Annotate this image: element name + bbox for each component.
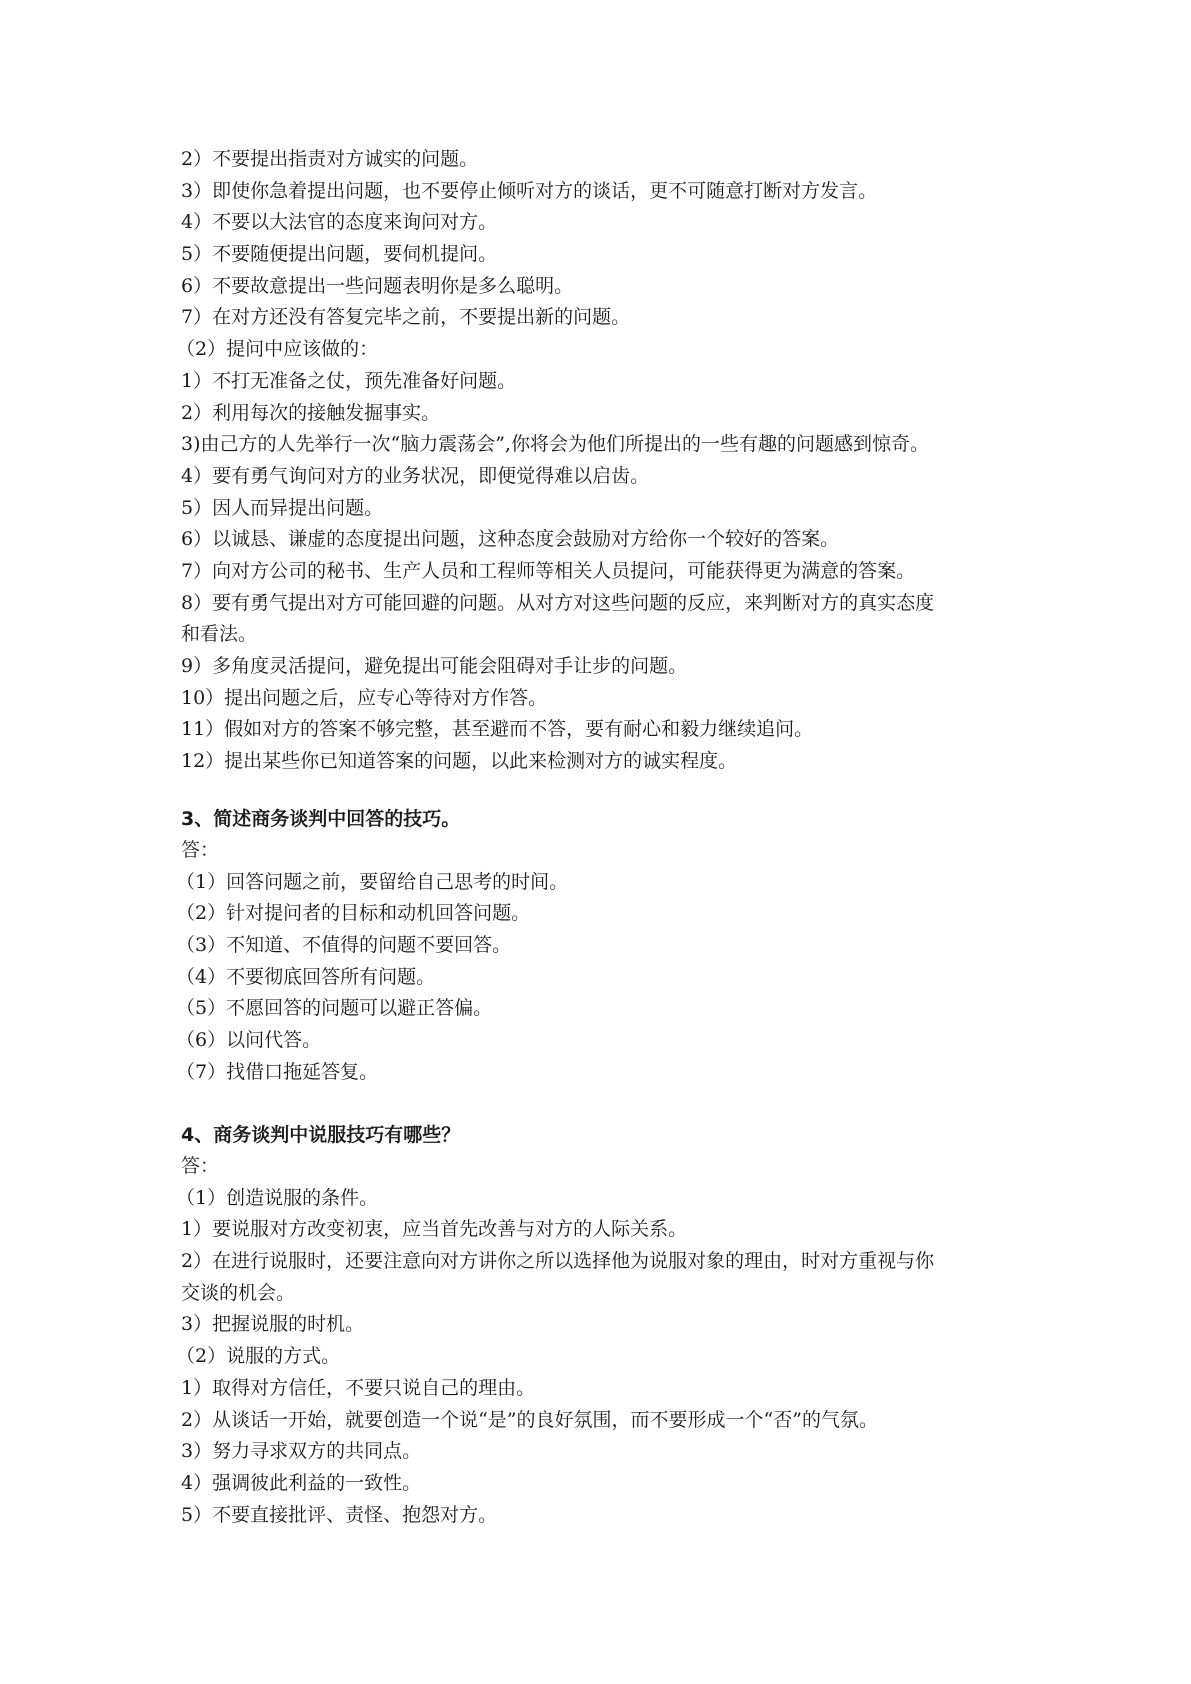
text-line: 2）在进行说服时，还要注意向对方讲你之所以选择他为说服对象的理由，时对方重视与你: [181, 1250, 935, 1273]
text-line: （3）不知道、不值得的问题不要回答。: [176, 934, 512, 957]
text-line: 3）努力寻求双方的共同点。: [181, 1440, 422, 1463]
text-line: 9）多角度灵活提问，避免提出可能会阻碍对手让步的问题。: [181, 655, 688, 677]
text-line: 4）不要以大法官的态度来询问对方。: [181, 211, 498, 234]
text-line: 3）即使你急着提出问题，也不要停止倾听对方的谈话，更不可随意打断对方发言。: [181, 179, 878, 202]
text-line: 1）要说服对方改变初衷，应当首先改善与对方的人际关系。: [181, 1218, 688, 1241]
answer-list: [176, 867, 1031, 1089]
answer-skills-section: [176, 803, 1031, 1089]
text-line: 2）利用每次的接触发掘事实。: [181, 401, 441, 424]
persuasion-skills-section: [176, 1119, 1031, 1531]
text-line: 8）要有勇气提出对方可能回避的问题。从对方对这些问题的反应，来判断对方的真实态度: [181, 591, 935, 614]
text-line: 6）不要故意提出一些问题表明你是多么聪明。: [181, 274, 574, 297]
text-line: （7）找借口拖延答复。: [176, 1060, 379, 1083]
text-line: （4）不要彻底回答所有问题。: [176, 965, 436, 988]
text-line: 6）以诚恳、谦虚的态度提出问题，这种态度会鼓励对方给你一个较好的答案。: [181, 528, 840, 551]
text-line: 2）从谈话一开始，就要创造一个说“是”的良好氛围，而不要形成一个“否”的气氛。: [181, 1408, 878, 1431]
text-line: 1）取得对方信任，不要只说自己的理由。: [181, 1376, 536, 1399]
text-line: 1）不打无准备之仗，预先准备好问题。: [181, 369, 517, 392]
text-line: 5）不要随便提出问题，要伺机提问。: [181, 243, 498, 266]
text-line: 7）在对方还没有答复完毕之前，不要提出新的问题。: [181, 306, 631, 329]
text-line: 5）因人而异提出问题。: [181, 496, 384, 519]
text-line: （2）说服的方式。: [176, 1345, 341, 1368]
text-line: 10）提出问题之后，应专心等待对方作答。: [181, 686, 548, 709]
text-line: 2）不要提出指责对方诚实的问题。: [181, 148, 479, 170]
text-line: （6）以问代答。: [176, 1029, 322, 1052]
text-line: 5）不要直接批评、责怪、抱怨对方。: [181, 1503, 498, 1526]
text-line: 3)由己方的人先举行一次“脑力震荡会”,你将会为他们所提出的一些有趣的问题感到惊奇。: [181, 433, 929, 456]
answer-list: [176, 1183, 1031, 1532]
text-line: 3）把握说服的时机。: [181, 1313, 365, 1336]
question-tips-list: [176, 144, 1031, 778]
section-heading: 3、简述商务谈判中回答的技巧。: [181, 808, 461, 830]
text-line: （2）针对提问者的目标和动机回答问题。: [176, 902, 531, 925]
text-line: （1）回答问题之前，要留给自己思考的时间。: [176, 870, 569, 893]
text-line: 12）提出某些你已知道答案的问题，以此来检测对方的诚实程度。: [181, 750, 738, 773]
text-line: （5）不愿回答的问题可以避正答偏。: [176, 997, 493, 1020]
text-line: 和看法。: [181, 623, 258, 646]
section-heading: 4、商务谈判中说服技巧有哪些？: [181, 1124, 461, 1146]
answer-label: 答：: [181, 1155, 220, 1177]
answer-label: 答：: [181, 839, 220, 861]
text-line: （2）提问中应该做的：: [176, 338, 379, 361]
text-line: （1）创造说服的条件。: [176, 1186, 379, 1209]
text-line: 交谈的机会。: [181, 1281, 296, 1304]
text-line: 11）假如对方的答案不够完整，甚至避而不答，要有耐心和毅力继续追问。: [181, 718, 814, 741]
text-line: 7）向对方公司的秘书、生产人员和工程师等相关人员提问，可能获得更为满意的答案。: [181, 559, 916, 582]
text-line: 4）要有勇气询问对方的业务状况，即便觉得难以启齿。: [181, 464, 650, 487]
text-line: 4）强调彼此利益的一致性。: [181, 1471, 422, 1494]
